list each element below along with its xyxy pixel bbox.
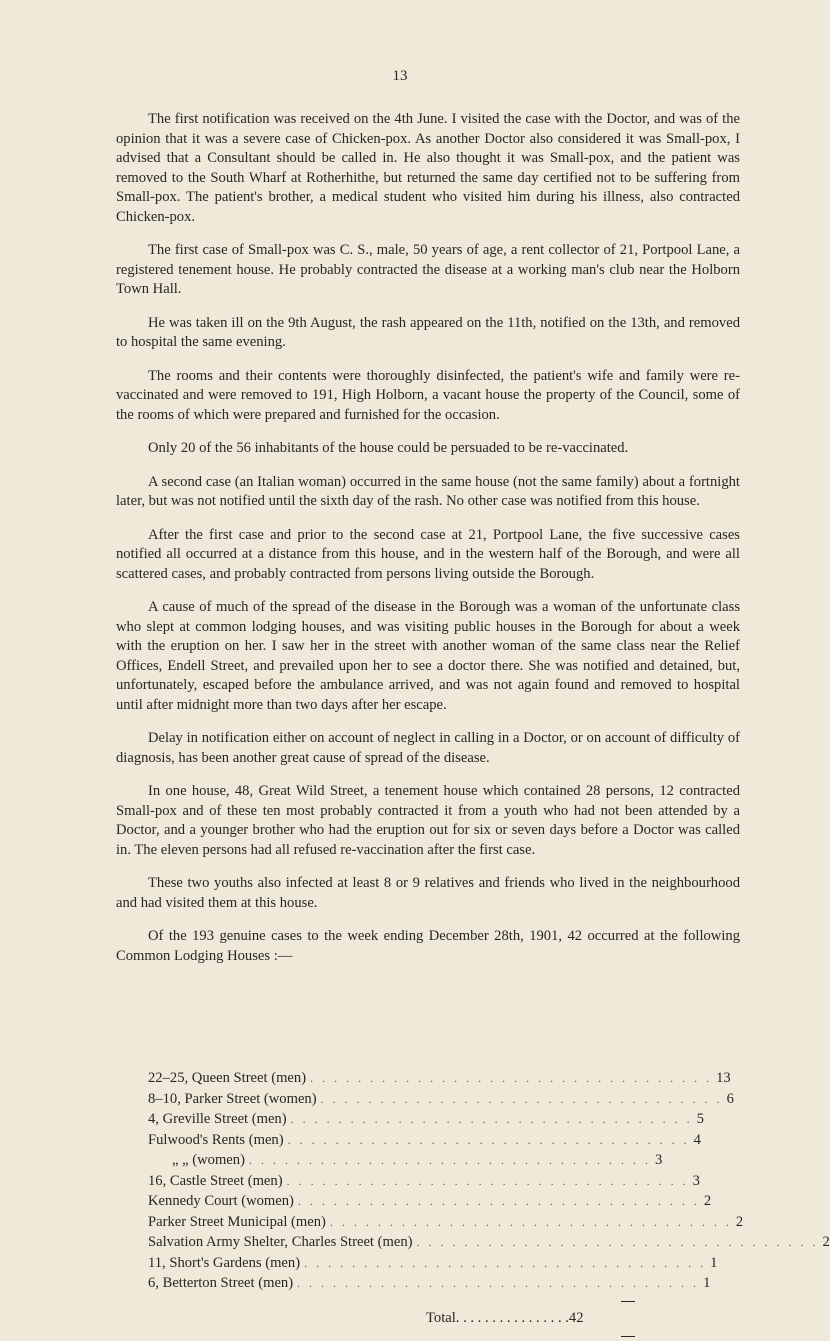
row-count: 4 xyxy=(693,1131,701,1148)
body-text xyxy=(116,110,740,968)
leader-dots: . . . . . . . . . . . . . . . . . . . . . . . . . . . . . . . . . . xyxy=(248,1153,651,1167)
table-row xyxy=(148,1275,711,1296)
leader-dots: . . . . . . . . . . . . . . . . xyxy=(455,1309,569,1326)
row-count: 1 xyxy=(710,1254,718,1271)
row-name: „ „ (women) xyxy=(172,1152,245,1168)
table-row xyxy=(148,1172,700,1194)
leader-dots: . . . . . . . . . . . . . . . . . . . . . . . . . . . . . . . . . . xyxy=(290,1112,693,1126)
row-count: 13 xyxy=(716,1070,731,1086)
table-row xyxy=(148,1070,731,1091)
row-count: 1 xyxy=(703,1275,711,1291)
table-row xyxy=(148,1152,663,1173)
paragraph-first-case: The first case of Small-pox was C. S., male, 50 years of age, a rent collector of 21, Portpool Lane, a registered tenement house. He probably contracted the disease at a working man's club near the Holborn Town Hall. xyxy=(116,242,740,297)
paragraph-youths: These two youths also infected at least 8 or 9 relatives and friends who lived in the neighbourhood and had visited them at this house. xyxy=(116,875,740,911)
leader-dots: . . . . . . . . . . . . . . . . . . . . . . . . . . . . . . . . . . xyxy=(286,1173,689,1188)
paragraph-lodging-houses: Of the 193 genuine cases to the week ending December 28th, 1901, 42 occurred at the following Common Lodging Houses :— xyxy=(116,928,740,964)
page-number: 13 xyxy=(392,68,408,84)
row-name: 8–10, Parker Street (women) xyxy=(148,1090,317,1107)
leader-dots: . . . . . . . . . . . . . . . . . . . . . . . . . . . . . . . . . . xyxy=(320,1091,723,1106)
leader-dots: . . . . . . . . . . . . . . . . . . . . . . . . . . . . . . . . . . xyxy=(297,1194,700,1208)
row-name: Parker Street Municipal (men) xyxy=(148,1213,326,1230)
table-row xyxy=(148,1131,701,1153)
row-count: 3 xyxy=(654,1152,663,1168)
total-value: 42 xyxy=(568,1309,584,1326)
row-name: 6, Betterton Street (men) xyxy=(148,1275,294,1291)
row-count: 3 xyxy=(692,1172,700,1189)
row-count: 2 xyxy=(703,1193,712,1209)
leader-dots: . . . . . . . . . . . . . . . . . . . . . . . . . . . . . . . . . . xyxy=(310,1071,713,1085)
paragraph-second-case: A second case (an Italian woman) occurred in the same house (not the same family) about a fortnight later, but was not notified until the sixth day of the rash. No other case was notified from this house. xyxy=(116,473,740,509)
leader-dots: . . . . . . . . . . . . . . . . . . . . . . . . . . . . . . . . . . xyxy=(304,1255,707,1270)
leader-dots: . . . . . . . . . . . . . . . . . . . . . . . . . . . . . . . . . . xyxy=(416,1235,819,1249)
paragraph-spread-cause: A cause of much of the spread of the disease in the Borough was a woman of the unfortunate class who slept at common lodging houses, and was visiting public houses in the Borough for about a week with the eruption on her. I saw her in the street with another woman of the same class near the Relief Offices, Endell Street, and prevailed upon her to see a doctor there. She was notified and detained, but, unfortunately, escaped before the ambulance arrived, and was not again found and removed to hospital until after midnight more than two days after her escape. xyxy=(116,599,740,713)
leader-dots: . . . . . . . . . . . . . . . . . . . . . . . . . . . . . . . . . . xyxy=(287,1132,690,1147)
row-name: Kennedy Court (women) xyxy=(148,1193,294,1209)
table-row xyxy=(148,1193,712,1214)
paragraph-successive-cases: After the first case and prior to the second case at 21, Portpool Lane, the five successive cases notified all occurred at a distance from this house, and in the western half of the Borough, and were all scattered cases, and probably contracted from persons living outside the Borough. xyxy=(116,526,740,582)
row-name: Salvation Army Shelter, Charles Street (men) xyxy=(148,1234,413,1250)
total-rule-bottom xyxy=(621,1336,635,1337)
paragraph-revaccinated: Only 20 of the 56 inhabitants of the house could be persuaded to be re-vaccinated. xyxy=(148,440,629,456)
row-count: 2 xyxy=(735,1213,744,1230)
table-row xyxy=(148,1234,830,1255)
row-count: 2 xyxy=(822,1234,830,1250)
table-row xyxy=(148,1090,734,1112)
table-row xyxy=(148,1213,744,1235)
paragraph-taken-ill: He was taken ill on the 9th August, the rash appeared on the 11th, notified on the 13th, and removed to hospital the same evening. xyxy=(116,314,740,350)
row-name: 4, Greville Street (men) xyxy=(148,1111,287,1127)
total-rule-top xyxy=(621,1301,635,1302)
paragraph-great-wild-street: In one house, 48, Great Wild Street, a tenement house which contained 28 persons, 12 contracted Small-pox and of these ten most probably contracted it from a youth who had not been attended by a Doctor, and a younger brother who had the eruption out for six or seven days before a Doctor was called in. The eleven persons had all refused re-vaccination after the first case. xyxy=(116,783,740,858)
table-row xyxy=(148,1254,718,1276)
leader-dots: . . . . . . . . . . . . . . . . . . . . . . . . . . . . . . . . . . xyxy=(329,1214,732,1229)
total-label: Total xyxy=(426,1309,456,1326)
row-name: 16, Castle Street (men) xyxy=(148,1172,283,1189)
row-count: 6 xyxy=(726,1090,734,1107)
paragraph-disinfection: The rooms and their contents were thoroughly disinfected, the patient's wife and family were re-vaccinated and were removed to 191, High Holborn, a vacant house the property of the Council, some of the rooms of which were prepared and furnished for the occasion. xyxy=(116,367,740,423)
paragraph-first-notification: The first notification was received on the 4th June. I visited the case with the Doctor, and was of the opinion that it was a severe case of Chicken-pox. As another Doctor also considered it was Small-pox, I advised that a Consultant should be called in. He also thought it was Small-pox, and the patient was removed to the South Wharf at Rotherhithe, but returned the same day certified not to be suffering from Small-pox. The patient's brother, a medical student who visited him during his illness, also contracted Chicken-pox. xyxy=(116,111,740,225)
row-name: 22–25, Queen Street (men) xyxy=(148,1070,307,1086)
paragraph-delay: Delay in notification either on account of neglect in calling in a Doctor, or on account of difficulty of diagnosis, has been another great cause of spread of the disease. xyxy=(116,730,740,766)
lodging-houses-table xyxy=(148,1070,830,1327)
row-name: Fulwood's Rents (men) xyxy=(148,1131,284,1148)
row-name: 11, Short's Gardens (men) xyxy=(148,1254,301,1271)
row-count: 5 xyxy=(696,1111,704,1127)
table-row xyxy=(148,1111,704,1132)
leader-dots: . . . . . . . . . . . . . . . . . . . . . . . . . . . . . . . . . . xyxy=(297,1276,700,1290)
total-row xyxy=(148,1310,640,1327)
